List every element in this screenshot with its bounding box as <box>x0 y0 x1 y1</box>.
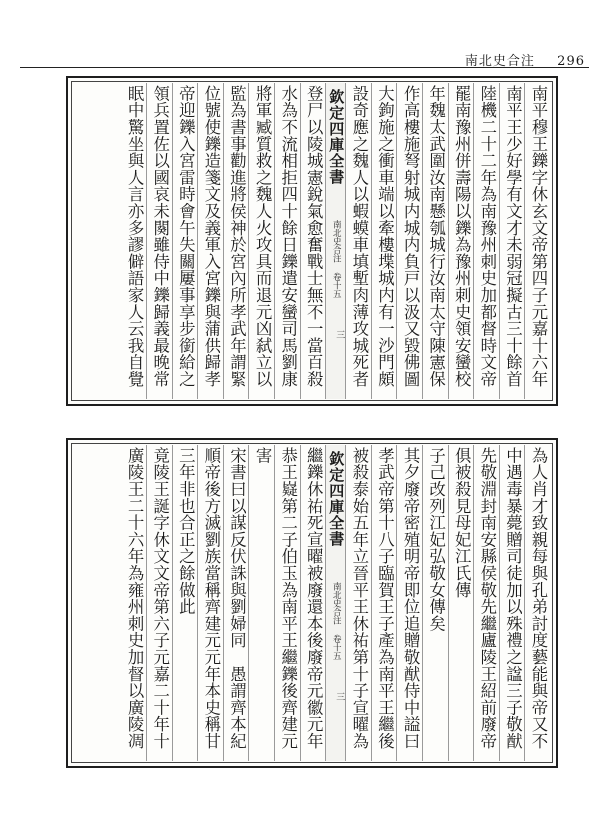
text-column: 被殺泰始五年立晉平王休祐第十子宣曜為 <box>345 445 371 761</box>
page-header <box>0 0 599 69</box>
text-column: 竟陵王誕字休文文帝第六子元嘉二十年十 <box>146 445 172 761</box>
text-column: 廣陵王二十六年為雍州刺史加督以廣陵凋 <box>125 447 145 750</box>
text-column: 子己改列江妃弘敬女傳矣 <box>422 445 448 761</box>
fold-spine <box>325 445 345 761</box>
text-column: 繼鑠休祐死宣曜被廢還本後廢帝元徽元年 <box>300 445 326 761</box>
text-column: 其夕廢帝密殖明帝即位追贈敬猷侍中謚曰 <box>396 445 422 761</box>
text-column: 恭王嶷第二子伯玉為南平王繼鑠後齊建元 <box>274 445 300 761</box>
spine-leaf-number: 三 <box>334 330 345 339</box>
text-column: 設奇應之魏人以蝦蟆車填塹肉薄攻城死者 <box>345 83 371 399</box>
book-title: 南北史合注 <box>464 54 535 69</box>
text-column: 年魏太武圍汝南懸瓠城行汝南太守陳憲保 <box>422 83 448 399</box>
text-column: 作高樓施弩射城内城内負戸以汲又毀佛圖 <box>396 83 422 399</box>
text-column: 宋書曰以謀反伏誅與劉婦同 愚謂齊本紀 <box>223 445 249 761</box>
spine-leaf-number: 三 <box>334 692 345 701</box>
text-column: 領兵置佐以國哀未闋雖侍中鑠歸義最晚常 <box>146 83 172 399</box>
text-column: 將軍臧質救之魏人火攻具而退元凶弑立以 <box>248 83 274 399</box>
text-column: 大鉤施之衝車端以牽樓堞城内有一沙門頗 <box>371 83 397 399</box>
text-column: 監為書事勸進將侯神於宮內所孝武年謂緊 <box>223 83 249 399</box>
text-column: 害 <box>248 445 274 761</box>
top-text-columns <box>74 83 550 399</box>
fold-spine <box>325 83 345 399</box>
spine-volume: 南北史合注 卷十五 <box>331 582 342 660</box>
text-column: 登尸以陵城憲銳氣愈奮戰士無不一當百殺 <box>300 83 326 399</box>
text-column: 南平王少好學有文才未弱冠擬古三十餘首 <box>499 83 525 399</box>
spine-title: 欽定四庫全書 <box>327 89 346 185</box>
text-column: 中遇毒暴薨贈司徒加以殊禮之諡三子敬猷 <box>499 445 525 761</box>
top-page-panel <box>66 76 558 406</box>
text-column: 帝迎鑠入宮雷時會午失關屢事享步銜給之 <box>172 83 198 399</box>
bottom-page-panel <box>66 438 558 768</box>
text-column: 俱被殺見母妃江氏傳 <box>448 445 474 761</box>
text-column: 順帝後方滅劉族當稱齊建元元年本史稱甘 <box>197 445 223 761</box>
text-column: 水為不流相拒四十餘日鑠遣安蠻司馬劉康 <box>274 83 300 399</box>
spine-volume: 南北史合注 卷十五 <box>331 220 342 298</box>
text-column: 先敬淵封南安縣侯敬先繼廬陵王紹前廢帝 <box>473 445 499 761</box>
text-column: 陸機二十二年為南豫州刺史加都督時文帝 <box>473 83 499 399</box>
text-column: 位號使鑠造箋文及義軍入宮鑠與蒲供歸孝 <box>197 83 223 399</box>
spine-title: 欽定四庫全書 <box>327 451 346 547</box>
text-column: 罷南豫州併壽陽以鑠為豫州刺史領安蠻校 <box>448 83 474 399</box>
bottom-text-columns <box>74 445 550 761</box>
page-number: 296 <box>557 54 585 69</box>
text-column: 三年非也合正之餘做此 <box>172 445 198 761</box>
text-column: 孝武帝第十八子臨賀王子產為南平王繼後 <box>371 445 397 761</box>
text-column: 眠中驚坐與人言亦多謬僻語家人云我自覺 <box>125 85 145 388</box>
text-column: 南平穆王鑠字休玄文帝第四子元嘉十六年 <box>524 83 550 399</box>
header-rule <box>20 67 589 68</box>
text-column: 為人肖才致親每與孔弟討度藝能與帝又不 <box>524 445 550 761</box>
